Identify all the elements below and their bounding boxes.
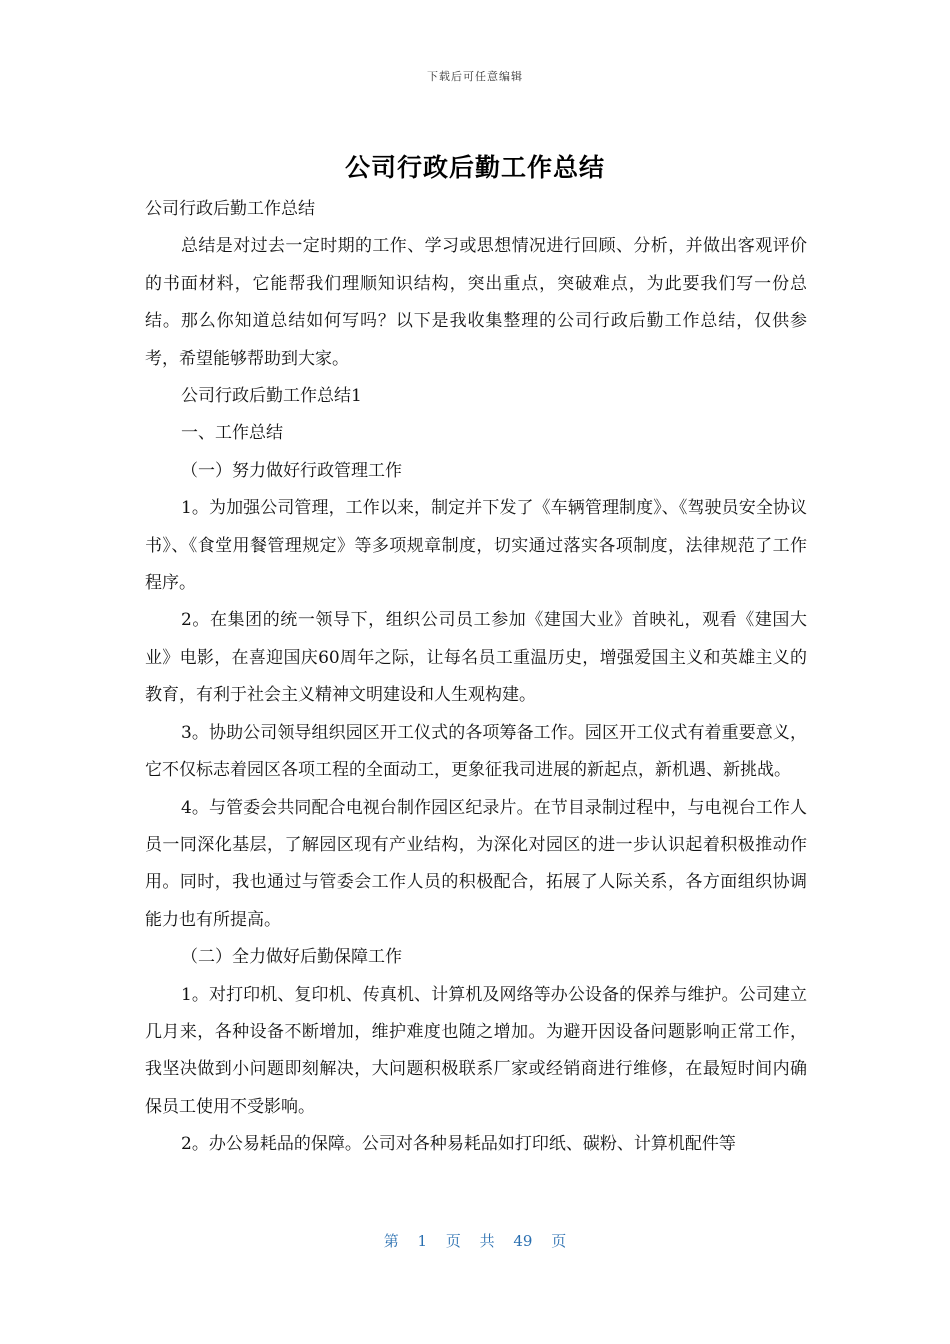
body-paragraph: （二）全力做好后勤保障工作 (181, 947, 402, 968)
body-paragraph: （一）努力做好行政管理工作 (181, 460, 402, 481)
document-body (145, 191, 807, 1164)
body-paragraph: 1。对打印机、复印机、传真机、计算机及网络等办公设备的保养与维护。公司建立几月来，各种设备不断增加，维护难度也随之增加。为避开因设备问题影响正常工作，我坚决做到小问题即刻解决，大问题积极联系厂家或经销商进行维修，在最短时间内确保员工使用不受影响。 (145, 984, 807, 1117)
body-paragraph: 4。与管委会共同配合电视台制作园区纪录片。在节目录制过程中，与电视台工作人员一同深化基层，了解园区现有产业结构，为深化对园区的进一步认识起着积极推动作用。同时，我也通过与管委会工作人员的积极配合，拓展了人际关系，各方面组织协调能力也有所提高。 (145, 797, 807, 930)
document-title: 公司行政后勤工作总结 (344, 153, 605, 182)
body-paragraph: 公司行政后勤工作总结 (145, 199, 315, 219)
body-paragraph: 2。办公易耗品的保障。公司对各种易耗品如打印纸、碳粉、计算机配件等 (181, 1134, 736, 1155)
body-paragraph: 一、工作总结 (181, 423, 283, 444)
body-paragraph: 公司行政后勤工作总结1 (181, 386, 362, 407)
body-paragraph: 2。在集团的统一领导下，组织公司员工参加《建国大业》首映礼，观看《建国大业》电影，在喜迎国庆60周年之际，让每名员工重温历史，增强爱国主义和英雄主义的教育，有利于社会主义精神文明建设和人生观构建。 (145, 610, 807, 706)
page-number: 第 1 页 共 49 页 (383, 1232, 567, 1250)
body-paragraph: 1。为加强公司管理，工作以来，制定并下发了《车辆管理制度》、《驾驶员安全协议书》、《食堂用餐管理规定》等多项规章制度，切实通过落实各项制度，法律规范了工作程序。 (145, 498, 807, 594)
body-paragraph: 3。协助公司领导组织园区开工仪式的各项筹备工作。园区开工仪式有着重要意义，它不仅标志着园区各项工程的全面动工，更象征我司进展的新起点，新机遇、新挑战。 (145, 722, 807, 781)
download-note: 下载后可任意编辑 (427, 70, 523, 83)
body-paragraph: 总结是对过去一定时期的工作、学习或思想情况进行回顾、分析，并做出客观评价的书面材料，它能帮我们理顺知识结构，突出重点，突破难点，为此要我们写一份总结。那么你知道总结如何写吗？以下是我收集整理的公司行政后勤工作总结，仅供参考，希望能够帮助到大家。 (145, 236, 807, 369)
